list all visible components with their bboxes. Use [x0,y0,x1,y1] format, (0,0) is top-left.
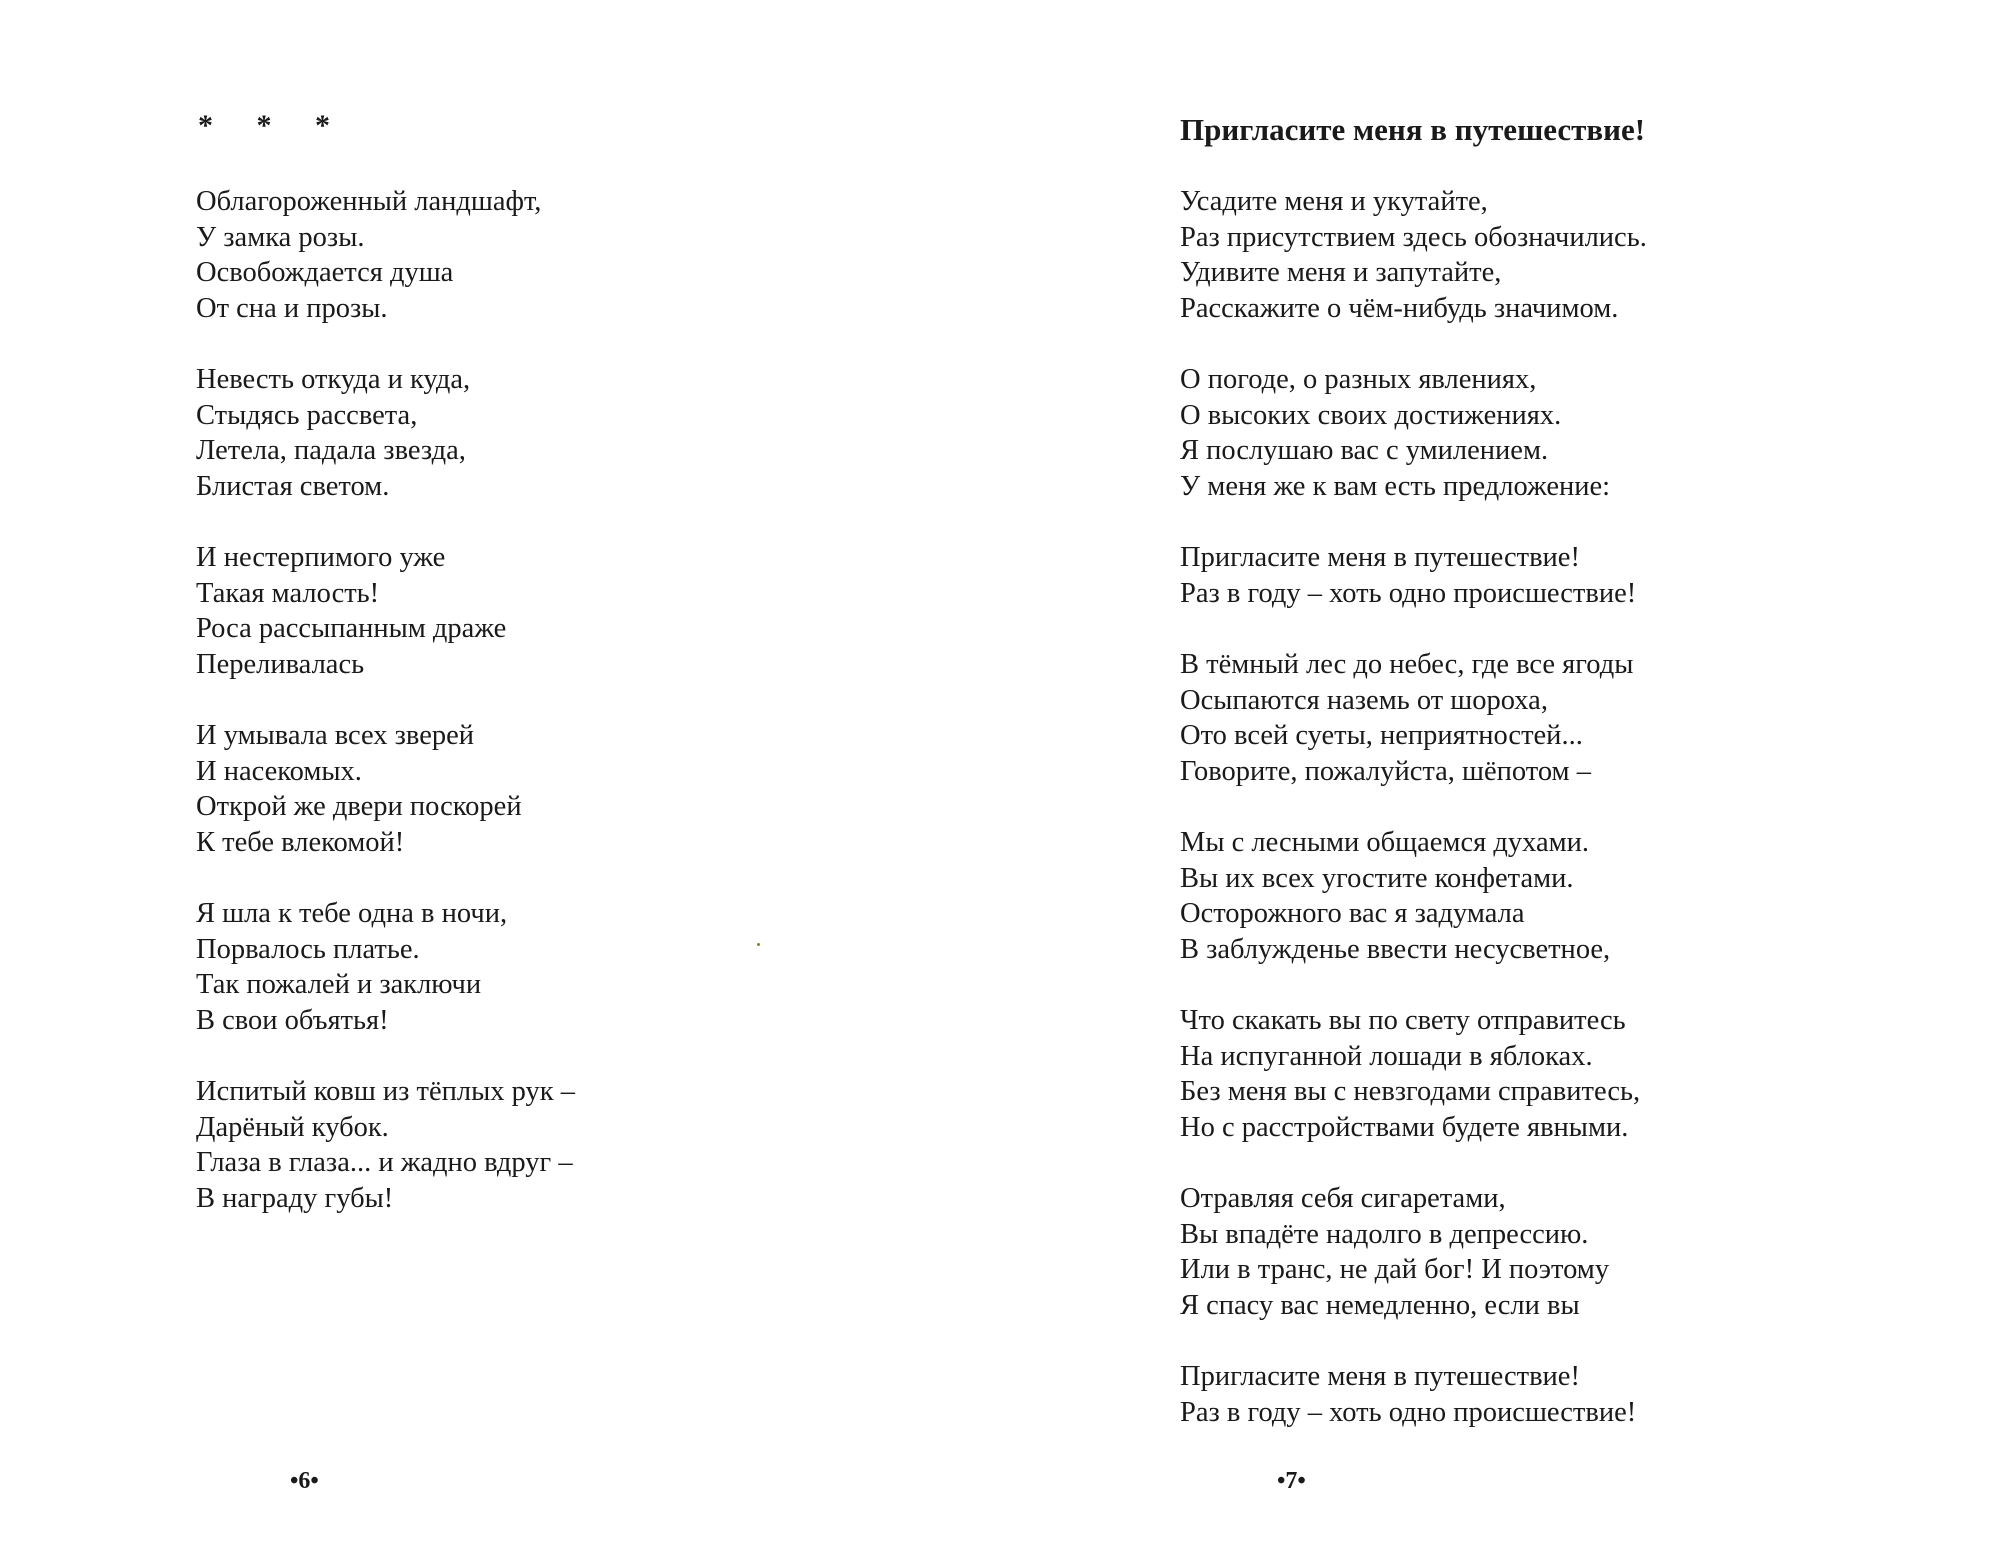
poem-line: Освобождается душа [196,257,454,288]
left-poem [196,184,575,1252]
poem-line: И умывала всех зверей [196,720,475,751]
poem-line: Переливалась [196,648,365,680]
poem-line: Усадите меня и укутайте, [1180,186,1488,217]
stanza [1180,825,1647,967]
poem-line: Невесть откуда и куда, [196,364,471,395]
poem-line: У меня же к вам есть предложение: [1180,470,1611,502]
poem-line: Пригласите меня в путешествие! [1180,1361,1580,1392]
poem-line: Блистая светом. [196,470,390,502]
poem-line: Отравляя себя сигаретами, [1180,1183,1506,1214]
stanza [1180,1359,1647,1430]
poem-line: Порвалось платье. [196,933,420,965]
poem-line: Облагороженный ландшафт, [196,186,542,217]
poem-line: Такая малость! [196,577,380,609]
poem-line: Раз присутствием здесь обозначились. [1180,221,1647,253]
poem-line: Удивите меня и запутайте, [1180,257,1502,288]
right-poem [1180,184,1647,1466]
poem-line: О погоде, о разных явлениях, [1180,364,1537,395]
poem-line: В награду губы! [196,1182,394,1214]
stanza [1180,362,1647,504]
stanza [196,718,575,860]
poem-line: И нестерпимого уже [196,542,446,573]
poem-line: У замка розы. [196,221,365,253]
poem-line: Я шла к тебе одна в ночи, [196,898,508,929]
poem-line: Вы впадёте надолго в депрессию. [1180,1218,1589,1250]
poem-line: Стыдясь рассвета, [196,399,418,431]
poem-line: Я спасу вас немедленно, если вы [1180,1289,1580,1321]
stanza [196,1074,575,1216]
poem-line: Без меня вы с невзгодами справитесь, [1180,1076,1641,1107]
poem-line: Раз в году – хоть одно происшествие! [1180,1396,1637,1428]
stanza [196,896,575,1038]
page-number: •7• [1277,1468,1306,1494]
poem-line: Но с расстройствами будете явными. [1180,1111,1629,1143]
poem-line: Расскажите о чём-нибудь значимом. [1180,292,1619,324]
stanza [1180,647,1647,789]
stanza [1180,1181,1647,1323]
stanza [196,362,575,504]
poem-line: Дарёный кубок. [196,1111,389,1143]
poem-line: Осыпаются наземь от шороха, [1180,684,1548,716]
poem-line: Осторожного вас я задумала [1180,898,1525,929]
poem-line: Ото всей суеты, неприятностей... [1180,720,1583,751]
stanza [196,184,575,326]
poem-line: Так пожалей и заключи [196,969,482,1000]
poem-line: Роса рассыпанным драже [196,613,507,644]
poem-line: В заблужденье ввести несусветное, [1180,933,1611,965]
poem-line: Летела, падала звезда, [196,435,466,466]
section-break-asterisks: * * * [198,109,348,142]
stanza [1180,1003,1647,1145]
poem-line: К тебе влекомой! [196,826,405,858]
poem-line: На испуганной лошади в яблоках. [1180,1040,1593,1072]
stanza [1180,540,1647,611]
poem-line: Открой же двери поскорей [196,791,522,822]
stanza [196,540,575,682]
stanza [1180,184,1647,326]
poem-line: Раз в году – хоть одно происшествие! [1180,577,1637,609]
poem-line: Что скакать вы по свету отправитесь [1180,1005,1626,1036]
poem-line: В свои объятья! [196,1004,389,1036]
poem-line: Пригласите меня в путешествие! [1180,542,1580,573]
print-speck [757,943,760,946]
poem-line: Испитый ковш из тёплых рук – [196,1076,575,1107]
poem-line: В тёмный лес до небес, где все ягоды [1180,649,1634,680]
poem-line: Или в транс, не дай бог! И поэтому [1180,1254,1610,1285]
poem-line: О высоких своих достижениях. [1180,399,1562,431]
poem-line: От сна и прозы. [196,292,388,324]
right-page [1000,0,2000,1558]
poem-line: Мы с лесными общаемся духами. [1180,827,1590,858]
poem-title: Пригласите меня в путешествие! [1180,112,1646,147]
poem-line: Я послушаю вас с умилением. [1180,435,1549,466]
page-number: •6• [290,1468,319,1494]
poem-line: И насекомых. [196,755,362,787]
poem-line: Глаза в глаза... и жадно вдруг – [196,1147,573,1178]
poem-line: Говорите, пожалуйста, шёпотом – [1180,755,1591,787]
poem-line: Вы их всех угостите конфетами. [1180,862,1574,894]
